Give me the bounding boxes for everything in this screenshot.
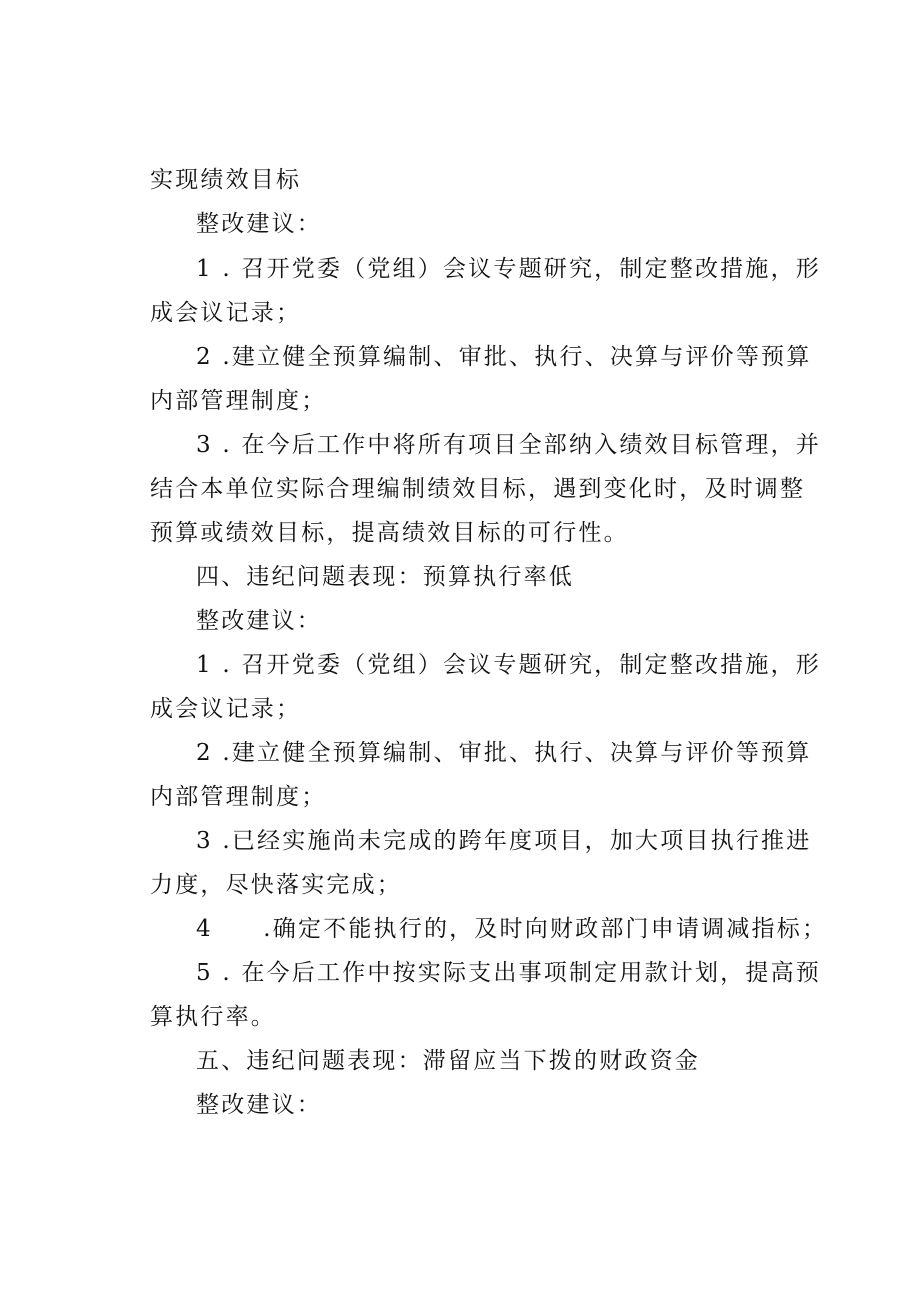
text-line-11: 整改建议： <box>196 608 322 634</box>
text-line-13: 成会议记录； <box>150 696 302 722</box>
text-line-20: 算执行率。 <box>150 1004 276 1030</box>
section-heading-4: 四、违纪问题表现：预算执行率低 <box>196 564 574 590</box>
text-line-18: 4 .确定不能执行的，及时向财政部门申请调减指标； <box>196 916 828 942</box>
text-line-9: 预算或绩效目标，提高绩效目标的可行性。 <box>150 520 629 546</box>
text-line-17: 力度，尽快落实完成； <box>150 872 402 898</box>
section-heading-5: 五、违纪问题表现：滞留应当下拨的财政资金 <box>196 1048 700 1074</box>
text-line-12: 1 . 召开党委（党组）会议专题研究，制定整改措施，形 <box>196 652 821 678</box>
text-line-16: 3 .已经实施尚未完成的跨年度项目，加大项目执行推进 <box>196 828 812 854</box>
text-line-15: 内部管理制度； <box>150 784 327 810</box>
text-line-14: 2 .建立健全预算编制、审批、执行、决算与评价等预算 <box>196 740 812 766</box>
text-line-19: 5 . 在今后工作中按实际支出事项制定用款计划，提高预 <box>196 960 821 986</box>
text-line-7: 3 . 在今后工作中将所有项目全部纳入绩效目标管理，并 <box>196 432 821 458</box>
text-line-6: 内部管理制度； <box>150 388 327 414</box>
text-line-2: 整改建议： <box>196 211 322 237</box>
text-line-8: 结合本单位实际合理编制绩效目标，遇到变化时，及时调整 <box>150 476 806 502</box>
text-line-1: 实现绩效目标 <box>150 167 302 193</box>
text-line-22: 整改建议： <box>196 1092 322 1118</box>
text-line-4: 成会议记录； <box>150 300 302 326</box>
text-line-3: 1 . 召开党委（党组）会议专题研究，制定整改措施，形 <box>196 256 821 282</box>
text-line-5: 2 .建立健全预算编制、审批、执行、决算与评价等预算 <box>196 344 812 370</box>
